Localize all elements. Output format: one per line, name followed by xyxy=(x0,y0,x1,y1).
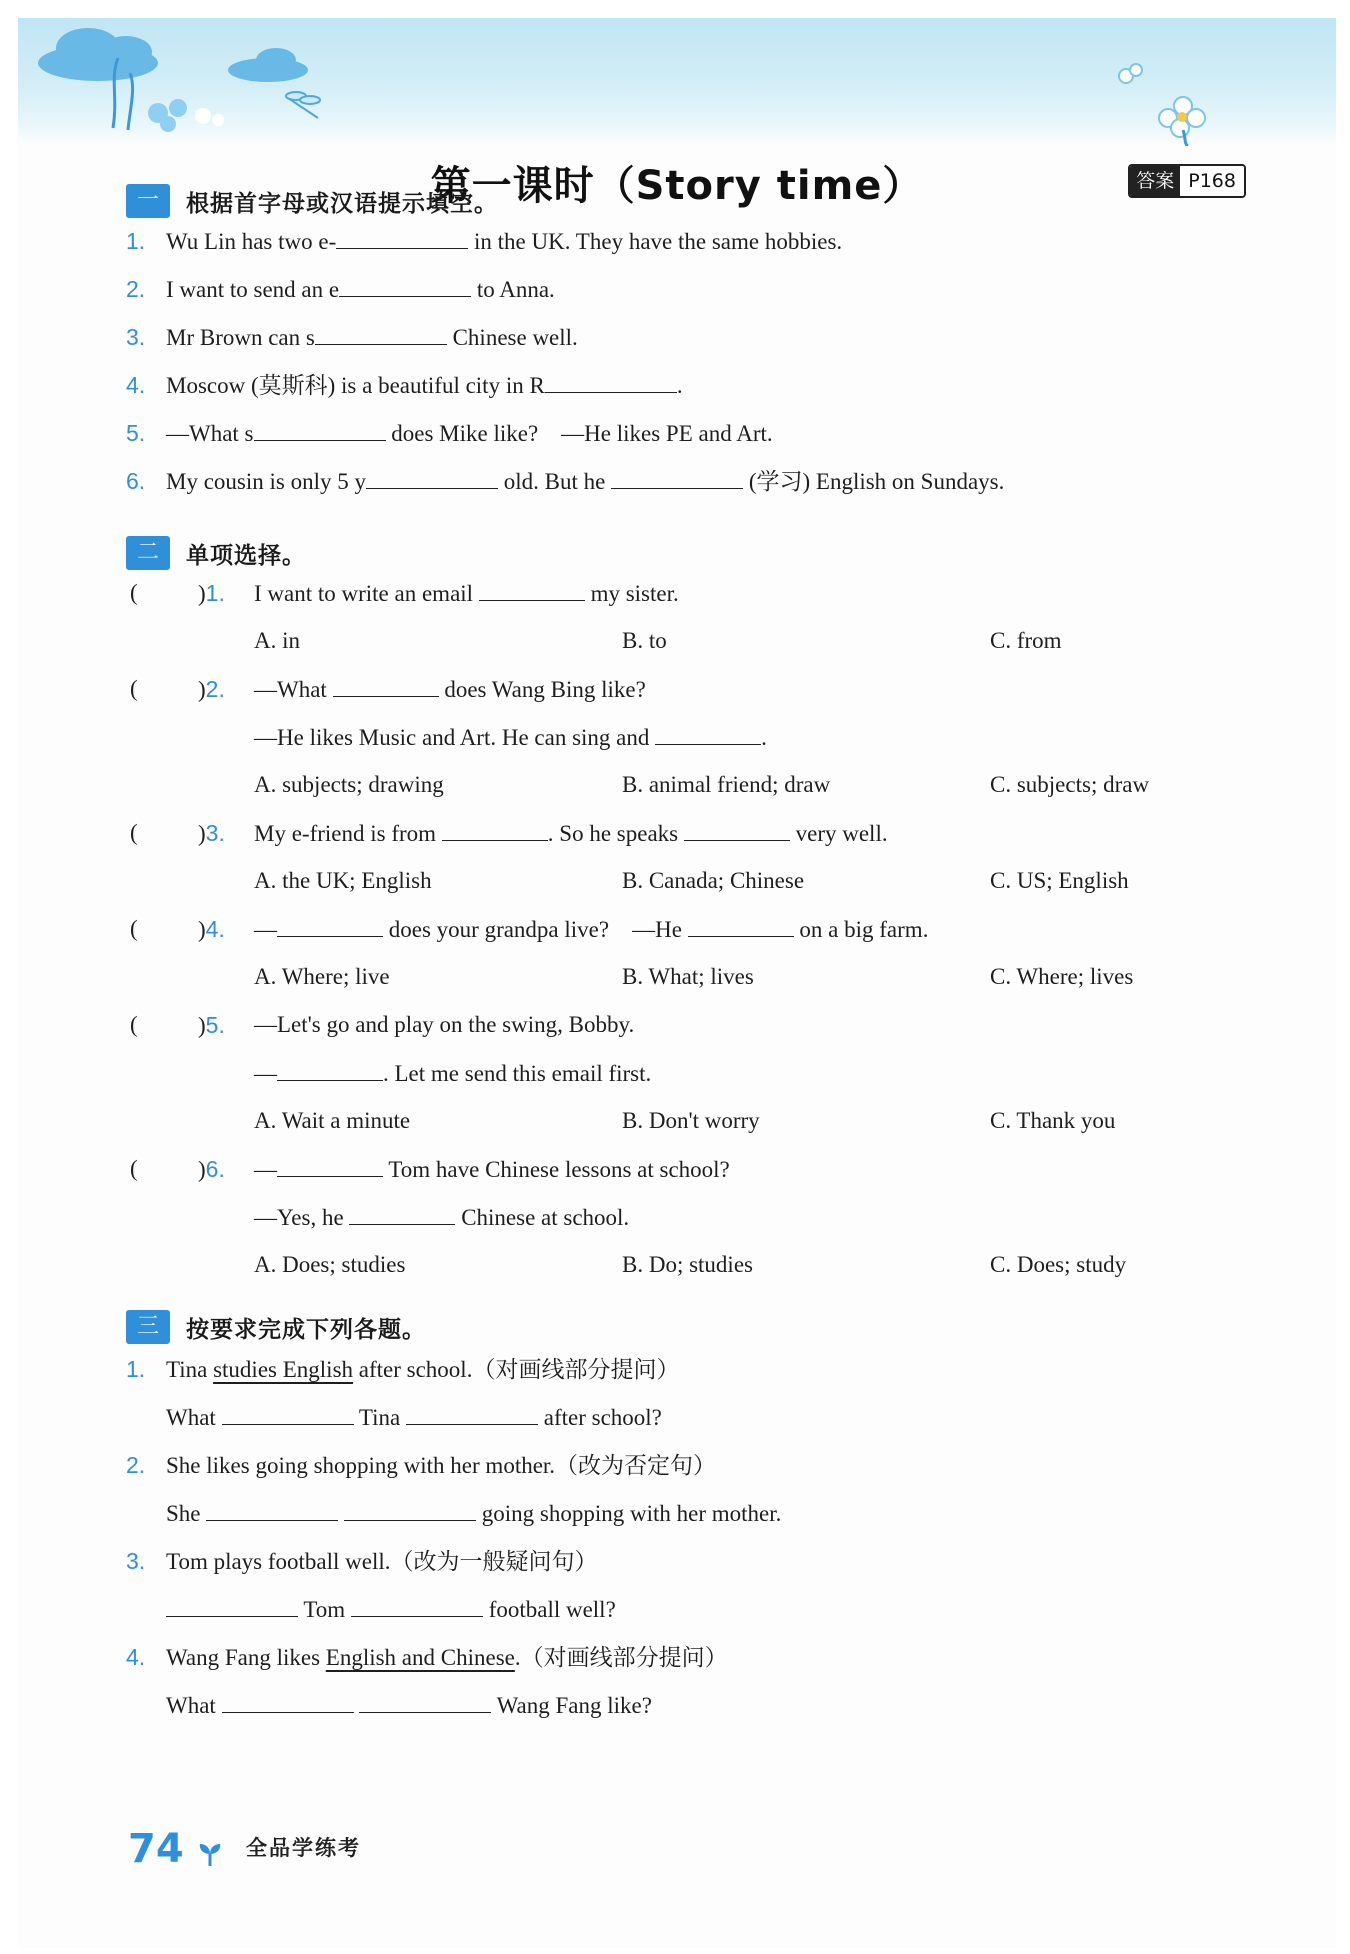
answer-blank[interactable] xyxy=(611,466,743,489)
s1-item-2: 2. I want to send an e to Anna. xyxy=(126,276,555,302)
answer-paren-open[interactable]: ( xyxy=(130,1156,138,1181)
section-3-badge: 三 xyxy=(126,1310,170,1344)
answer-blank[interactable] xyxy=(222,1690,354,1713)
answer-blank[interactable] xyxy=(344,1498,476,1521)
answer-blank[interactable] xyxy=(406,1402,538,1425)
s2-question-2: —What does Wang Bing like? xyxy=(254,674,646,705)
option-a[interactable]: A. Wait a minute xyxy=(254,1108,411,1133)
answer-blank[interactable] xyxy=(206,1498,338,1521)
page-title: 第一课时（Story time） xyxy=(430,163,924,209)
answer-blank[interactable] xyxy=(339,274,471,297)
s2-question-6-line-2: —Yes, he Chinese at school. xyxy=(254,1202,629,1233)
answer-blank[interactable] xyxy=(359,1690,491,1713)
answer-blank[interactable] xyxy=(277,1154,383,1177)
answer-blank[interactable] xyxy=(366,466,498,489)
answer-paren-close: )5. xyxy=(198,1012,225,1038)
book-name: 全品学练考 xyxy=(246,1836,361,1860)
s3-item-1-answer: What Tina after school? xyxy=(166,1402,662,1433)
answer-blank[interactable] xyxy=(315,322,447,345)
section-2-header xyxy=(126,536,306,570)
option-b[interactable]: B. to xyxy=(622,628,667,653)
option-c[interactable]: C. Thank you xyxy=(990,1108,1116,1133)
answer-paren-close: )1. xyxy=(198,580,225,606)
option-c[interactable]: C. US; English xyxy=(990,868,1129,893)
answer-blank[interactable] xyxy=(277,914,383,937)
option-c[interactable]: C. Where; lives xyxy=(990,964,1134,989)
answer-paren-open[interactable]: ( xyxy=(130,580,138,605)
answer-label: 答案 xyxy=(1130,166,1180,196)
answer-blank[interactable] xyxy=(684,818,790,841)
answer-blank[interactable] xyxy=(545,370,677,393)
section-3-header xyxy=(126,1310,426,1344)
s2-question-5: —Let's go and play on the swing, Bobby. xyxy=(254,1012,635,1037)
s2-question-3: My e-friend is from . So he speaks very well. xyxy=(254,818,888,849)
option-b[interactable]: B. Don't worry xyxy=(622,1108,760,1133)
option-c[interactable]: C. from xyxy=(990,628,1062,653)
page-number: 74 xyxy=(128,1826,184,1872)
answer-blank[interactable] xyxy=(479,578,585,601)
option-a[interactable]: A. subjects; drawing xyxy=(254,772,444,797)
s2-question-4: — does your grandpa live? —He on a big farm. xyxy=(254,914,928,945)
answer-paren-open[interactable]: ( xyxy=(130,1012,138,1037)
answer-paren-close: )2. xyxy=(198,676,225,702)
answer-blank[interactable] xyxy=(442,818,548,841)
s2-question-2-line-2: —He likes Music and Art. He can sing and . xyxy=(254,722,767,753)
banner-decoration-icon xyxy=(18,18,1336,146)
answer-page: P168 xyxy=(1180,166,1244,196)
option-a[interactable]: A. in xyxy=(254,628,300,653)
leaf-icon xyxy=(196,1840,224,1868)
answer-paren-close: )4. xyxy=(198,916,225,942)
s1-item-5: 5. —What s does Mike like? —He likes PE and Art. xyxy=(126,420,773,446)
answer-blank[interactable] xyxy=(351,1594,483,1617)
answer-blank[interactable] xyxy=(655,722,761,745)
section-3-title: 按要求完成下列各题。 xyxy=(186,1316,426,1343)
s2-question-6: — Tom have Chinese lessons at school? xyxy=(254,1154,730,1185)
s1-item-6: 6. My cousin is only 5 y old. But he (学习) English on Sundays. xyxy=(126,468,1005,494)
answer-blank[interactable] xyxy=(336,226,468,249)
s3-item-3: 3. Tom plays football well.（改为一般疑问句） xyxy=(126,1548,598,1574)
s1-item-3: 3. Mr Brown can s Chinese well. xyxy=(126,324,578,350)
section-1-title: 根据首字母或汉语提示填空。 xyxy=(186,190,498,217)
s3-item-4-answer: What Wang Fang like? xyxy=(166,1690,652,1721)
option-a[interactable]: A. Where; live xyxy=(254,964,390,989)
option-b[interactable]: B. What; lives xyxy=(622,964,754,989)
s3-item-1: 1. Tina studies English after school.（对画线部分提问） xyxy=(126,1356,680,1382)
s3-item-4: 4. Wang Fang likes English and Chinese.（对画线部分提问） xyxy=(126,1644,728,1670)
answer-blank[interactable] xyxy=(254,418,386,441)
option-b[interactable]: B. animal friend; draw xyxy=(622,772,831,797)
answer-blank[interactable] xyxy=(688,914,794,937)
option-a[interactable]: A. the UK; English xyxy=(254,868,432,893)
answer-blank[interactable] xyxy=(222,1402,354,1425)
answer-paren-open[interactable]: ( xyxy=(130,676,138,701)
option-a[interactable]: A. Does; studies xyxy=(254,1252,406,1277)
option-b[interactable]: B. Canada; Chinese xyxy=(622,868,805,893)
answer-blank[interactable] xyxy=(333,674,439,697)
worksheet-page xyxy=(18,18,1336,1948)
s1-item-4: 4. Moscow (莫斯科) is a beautiful city in R . xyxy=(126,372,683,398)
s2-question-1: I want to write an email my sister. xyxy=(254,578,679,609)
s3-item-2-answer: She going shopping with her mother. xyxy=(166,1498,781,1529)
s2-question-5-line-2: — . Let me send this email first. xyxy=(254,1058,651,1089)
answer-paren-open[interactable]: ( xyxy=(130,916,138,941)
option-c[interactable]: C. subjects; draw xyxy=(990,772,1150,797)
answer-paren-close: )6. xyxy=(198,1156,225,1182)
answer-blank[interactable] xyxy=(277,1058,383,1081)
header-banner xyxy=(18,18,1336,146)
option-b[interactable]: B. Do; studies xyxy=(622,1252,753,1277)
answer-paren-close: )3. xyxy=(198,820,225,846)
section-1-header xyxy=(126,184,498,218)
s3-item-3-answer: Tom football well? xyxy=(166,1594,616,1625)
section-1-badge: 一 xyxy=(126,184,170,218)
option-c[interactable]: C. Does; study xyxy=(990,1252,1127,1277)
answer-paren-open[interactable]: ( xyxy=(130,820,138,845)
section-2-badge: 二 xyxy=(126,536,170,570)
s3-item-2: 2. She likes going shopping with her mother.（改为否定句） xyxy=(126,1452,717,1478)
answer-blank[interactable] xyxy=(349,1202,455,1225)
section-2-title: 单项选择。 xyxy=(186,542,306,569)
answer-reference-badge xyxy=(1128,164,1246,198)
answer-blank[interactable] xyxy=(166,1594,298,1617)
s1-item-1: 1. Wu Lin has two e- in the UK. They have the same hobbies. xyxy=(126,228,843,254)
